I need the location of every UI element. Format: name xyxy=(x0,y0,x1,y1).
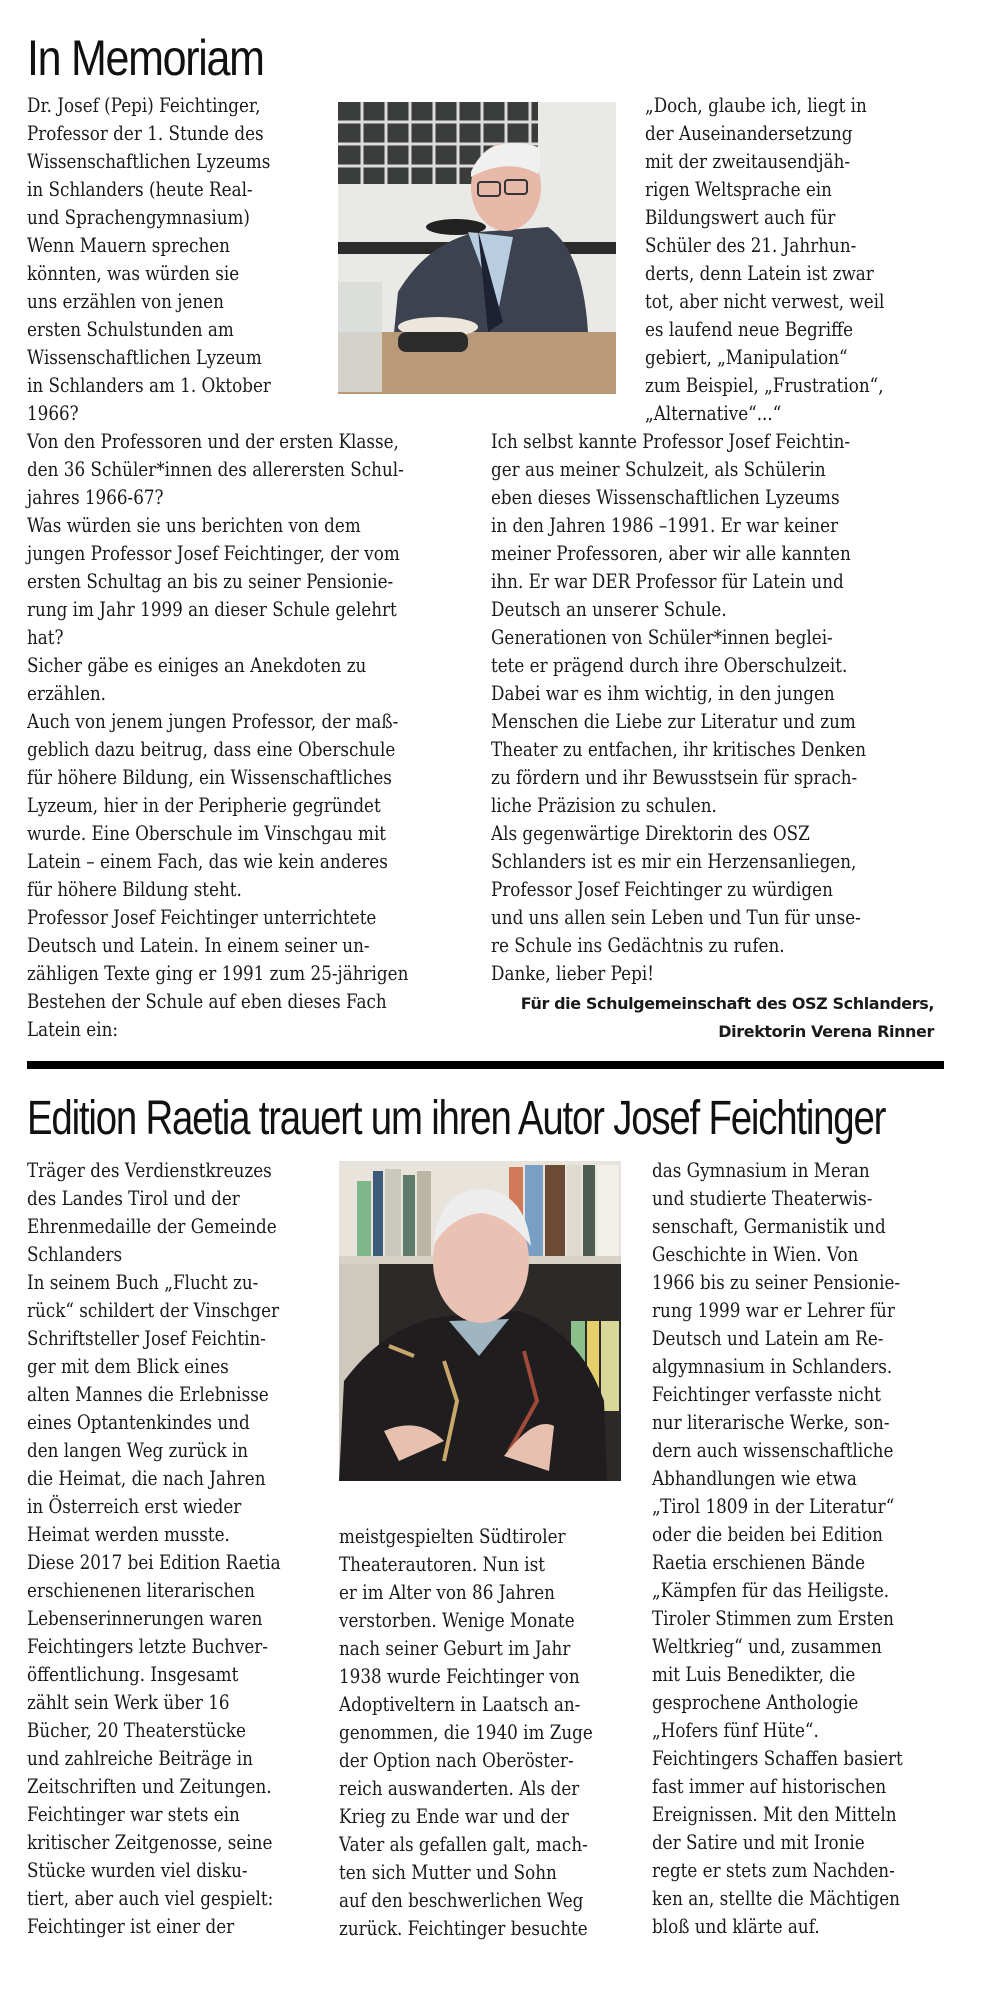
article1-text-line: Wissenschaftlichen Lyzeum xyxy=(27,346,262,369)
article2-text-line: verstorben. Wenige Monate xyxy=(339,1609,575,1632)
article1-text-line: geblich dazu beitrug, dass eine Oberschule xyxy=(27,738,396,761)
article1-text-line: jahres 1966-67? xyxy=(27,486,164,509)
article1-text-line: Professor Josef Feichtinger zu würdigen xyxy=(491,878,833,901)
section-divider xyxy=(27,1061,944,1069)
article1-text-line: und uns allen sein Leben und Tun für unse- xyxy=(491,906,861,929)
article2-text-line: Feichtingers Schaffen basiert xyxy=(652,1747,903,1770)
article2-text-line: rück“ schildert der Vinschger xyxy=(27,1299,280,1322)
article1-text-line: könnten, was würden sie xyxy=(27,262,240,285)
article1-signature xyxy=(521,990,934,1046)
article1-text-line: Professor der 1. Stunde des xyxy=(27,122,264,145)
article1-text-line: Schlanders ist es mir ein Herzensanliegen, xyxy=(491,850,857,873)
article2-text-line: und studierte Theaterwis- xyxy=(652,1187,873,1210)
article1-text-line: zähligen Texte ging er 1991 zum 25-jährigen xyxy=(27,962,409,985)
article2-text-line: Theaterautoren. Nun ist xyxy=(339,1553,545,1576)
article1-text-line: Wissenschaftlichen Lyzeums xyxy=(27,150,271,173)
article2-text-line: zurück. Feichtinger besuchte xyxy=(339,1917,588,1940)
article2-text-line: dern auch wissenschaftliche xyxy=(652,1439,894,1462)
article1-quote-line: gebiert, „Manipulation“ xyxy=(645,346,848,369)
article2-text-line: „Hofers fünf Hüte“. xyxy=(652,1719,819,1742)
article1-text-line: Theater zu entfachen, ihr kritisches Denken xyxy=(491,738,867,761)
article2-text-line: Tiroler Stimmen zum Ersten xyxy=(652,1607,894,1630)
article1-text-line: und Sprachengymnasium) xyxy=(27,206,250,229)
article2-text-line: ken an, stellte die Mächtigen xyxy=(652,1887,900,1910)
article2-text-line: kritischer Zeitgenosse, seine xyxy=(27,1831,273,1854)
article2-text-line: rung 1999 war er Lehrer für xyxy=(652,1299,895,1322)
article2-text-line: senschaft, Germanistik und xyxy=(652,1215,886,1238)
article1-text-line: Ich selbst kannte Professor Josef Feichtin- xyxy=(491,430,851,453)
article1-text-line: ersten Schultag an bis zu seiner Pensionie- xyxy=(27,570,394,593)
article-title-edition-raetia: Edition Raetia trauert um ihren Autor Josef Feichtinger xyxy=(27,1092,886,1145)
article1-text-line: Auch von jenem jungen Professor, der maß- xyxy=(27,710,399,733)
article1-text-line: Als gegenwärtige Direktorin des OSZ xyxy=(491,822,810,845)
article1-quote-line: Schüler des 21. Jahrhun- xyxy=(645,234,857,257)
article2-text-line: Ehrenmedaille der Gemeinde xyxy=(27,1215,277,1238)
article2-text-line: Abhandlungen wie etwa xyxy=(652,1467,857,1490)
article1-text-line: tete er prägend durch ihre Oberschulzeit. xyxy=(491,654,848,677)
article1-column-left-bottom xyxy=(27,428,467,1044)
article2-text-line: 1938 wurde Feichtinger von xyxy=(339,1665,580,1688)
article2-text-line: Raetia erschienen Bände xyxy=(652,1551,866,1574)
article1-text-line: für höhere Bildung, ein Wissenschaftliches xyxy=(27,766,392,789)
article2-text-line: nur literarische Werke, son- xyxy=(652,1411,890,1434)
article2-text-line: algymnasium in Schlanders. xyxy=(652,1355,893,1378)
article1-column-right xyxy=(491,428,941,988)
article2-text-line: ger mit dem Blick eines xyxy=(27,1355,229,1378)
article2-column-2 xyxy=(339,1523,639,1943)
article2-text-line: „Tirol 1809 in der Literatur“ xyxy=(652,1495,895,1518)
article1-text-line: erzählen. xyxy=(27,682,106,705)
article1-text-line: ger aus meiner Schulzeit, als Schülerin xyxy=(491,458,826,481)
article2-column-1 xyxy=(27,1157,327,1941)
article1-text-line: Lyzeum, hier in der Peripherie gegründet xyxy=(27,794,381,817)
article2-text-line: Stücke wurden viel disku- xyxy=(27,1859,248,1882)
article1-text-line: Was würden sie uns berichten von dem xyxy=(27,514,361,537)
article2-text-line: ten sich Mutter und Sohn xyxy=(339,1861,557,1884)
article2-text-line: Feichtinger verfasste nicht xyxy=(652,1383,882,1406)
portrait-at-table-image xyxy=(338,102,616,394)
article2-text-line: „Kämpfen für das Heiligste. xyxy=(652,1579,890,1602)
article2-text-line: des Landes Tirol und der xyxy=(27,1187,240,1210)
article1-text-line: hat? xyxy=(27,626,64,649)
article1-column-left-top xyxy=(27,92,327,428)
article2-text-line: Adoptiveltern in Laatsch an- xyxy=(339,1693,581,1716)
article1-text-line: zu fördern und ihr Bewusstsein für sprach- xyxy=(491,766,858,789)
signature-line-director: Direktorin Verena Rinner xyxy=(718,1022,934,1041)
article2-text-line: Diese 2017 bei Edition Raetia xyxy=(27,1551,281,1574)
article2-text-line: Bücher, 20 Theaterstücke xyxy=(27,1719,246,1742)
article1-quote-line: Bildungswert auch für xyxy=(645,206,836,229)
article1-text-line: jungen Professor Josef Feichtinger, der vom xyxy=(27,542,400,565)
article2-text-line: genommen, die 1940 im Zuge xyxy=(339,1721,593,1744)
article1-text-line: rung im Jahr 1999 an dieser Schule gelehrt xyxy=(27,598,397,621)
article1-text-line: Dabei war es ihm wichtig, in den jungen xyxy=(491,682,835,705)
article1-text-line: in Schlanders am 1. Oktober xyxy=(27,374,271,397)
portrait-bookshelf-image xyxy=(339,1161,621,1481)
article2-text-line: mit Luis Benedikter, die xyxy=(652,1663,856,1686)
article1-text-line: Wenn Mauern sprechen xyxy=(27,234,230,257)
article2-text-line: Geschichte in Wien. Von xyxy=(652,1243,859,1266)
article2-text-line: und zahlreiche Beiträge in xyxy=(27,1747,253,1770)
article1-text-line: Latein ein: xyxy=(27,1018,119,1041)
article2-text-line: Vater als gefallen galt, mach- xyxy=(339,1833,588,1856)
article1-text-line: Professor Josef Feichtinger unterrichtete xyxy=(27,906,377,929)
article2-text-line: der Satire und mit Ironie xyxy=(652,1831,865,1854)
article1-quote-line: „Doch, glaube ich, liegt in xyxy=(645,94,867,117)
article2-text-line: Weltkrieg“ und, zusammen xyxy=(652,1635,882,1658)
article2-text-line: Schlanders xyxy=(27,1243,123,1266)
article2-text-line: meistgespielten Südtiroler xyxy=(339,1525,566,1548)
article1-text-line: für höhere Bildung steht. xyxy=(27,878,242,901)
article1-text-line: 1966? xyxy=(27,402,79,425)
photo-feichtinger-bookshelf xyxy=(339,1161,621,1481)
article2-text-line: Krieg zu Ende war und der xyxy=(339,1805,569,1828)
article1-quote-line: zum Beispiel, „Frustration“, xyxy=(645,374,884,397)
article2-text-line: bloß und klärte auf. xyxy=(652,1915,820,1938)
article1-quote-line: der Auseinandersetzung xyxy=(645,122,853,145)
article1-text-line: ersten Schulstunden am xyxy=(27,318,234,341)
article1-text-line: Latein – einem Fach, das wie kein anderes xyxy=(27,850,388,873)
signature-line-school: Für die Schulgemeinschaft des OSZ Schlanders, xyxy=(520,994,934,1013)
article2-text-line: Zeitschriften und Zeitungen. xyxy=(27,1775,272,1798)
article2-text-line: regte er stets zum Nachden- xyxy=(652,1859,895,1882)
article1-quote-line: es laufend neue Begriffe xyxy=(645,318,854,341)
article1-text-line: in Schlanders (heute Real- xyxy=(27,178,253,201)
article2-text-line: fast immer auf historischen xyxy=(652,1775,887,1798)
article2-text-line: Deutsch und Latein am Re- xyxy=(652,1327,884,1350)
article1-quote-line: tot, aber nicht verwest, weil xyxy=(645,290,885,313)
article-title-in-memoriam: In Memoriam xyxy=(27,30,264,86)
article2-text-line: Heimat werden musste. xyxy=(27,1523,230,1546)
article2-text-line: in Österreich erst wieder xyxy=(27,1495,242,1518)
article2-text-line: das Gymnasium in Meran xyxy=(652,1159,870,1182)
article1-text-line: Generationen von Schüler*innen beglei- xyxy=(491,626,833,649)
article1-latin-quote xyxy=(645,92,945,428)
photo-feichtinger-at-table xyxy=(338,102,616,394)
article2-text-line: die Heimat, die nach Jahren xyxy=(27,1467,266,1490)
article2-text-line: nach seiner Geburt im Jahr xyxy=(339,1637,571,1660)
article2-text-line: gesprochene Anthologie xyxy=(652,1691,859,1714)
article1-text-line: ihn. Er war DER Professor für Latein und xyxy=(491,570,844,593)
article2-text-line: oder die beiden bei Edition xyxy=(652,1523,883,1546)
article1-text-line: re Schule ins Gedächtnis zu rufen. xyxy=(491,934,785,957)
article2-text-line: auf den beschwerlichen Weg xyxy=(339,1889,584,1912)
article2-text-line: Feichtingers letzte Buchver- xyxy=(27,1635,268,1658)
article2-text-line: tiert, aber auch viel gespielt: xyxy=(27,1887,274,1910)
article2-text-line: Feichtinger ist einer der xyxy=(27,1915,235,1938)
article2-text-line: 1966 bis zu seiner Pensionie- xyxy=(652,1271,901,1294)
article2-column-3 xyxy=(652,1157,952,1941)
article2-text-line: Träger des Verdienstkreuzes xyxy=(27,1159,272,1182)
article1-text-line: den 36 Schüler*innen des allerersten Schul- xyxy=(27,458,404,481)
article2-text-line: eines Optantenkindes und xyxy=(27,1411,250,1434)
article1-quote-line: rigen Weltsprache ein xyxy=(645,178,832,201)
article1-text-line: Deutsch an unserer Schule. xyxy=(491,598,727,621)
article1-text-line: wurde. Eine Oberschule im Vinschgau mit xyxy=(27,822,387,845)
article1-text-line: meiner Professoren, aber wir alle kannten xyxy=(491,542,851,565)
article2-text-line: In seinem Buch „Flucht zu- xyxy=(27,1271,259,1294)
article2-text-line: öffentlichung. Insgesamt xyxy=(27,1663,239,1686)
article2-text-line: der Option nach Oberöster- xyxy=(339,1749,574,1772)
article1-text-line: Dr. Josef (Pepi) Feichtinger, xyxy=(27,94,261,117)
article1-quote-line: derts, denn Latein ist zwar xyxy=(645,262,874,285)
article2-text-line: den langen Weg zurück in xyxy=(27,1439,249,1462)
article1-quote-line: mit der zweitausendjäh- xyxy=(645,150,851,173)
article1-text-line: Von den Professoren und der ersten Klasse, xyxy=(27,430,399,453)
article1-text-line: in den Jahren 1986 –1991. Er war keiner xyxy=(491,514,839,537)
article2-text-line: alten Mannes die Erlebnisse xyxy=(27,1383,269,1406)
article1-text-line: uns erzählen von jenen xyxy=(27,290,224,313)
article2-text-line: Ereignissen. Mit den Mitteln xyxy=(652,1803,897,1826)
article2-text-line: Feichtinger war stets ein xyxy=(27,1803,240,1826)
article1-text-line: Menschen die Liebe zur Literatur und zum xyxy=(491,710,856,733)
article2-text-line: reich auswanderten. Als der xyxy=(339,1777,580,1800)
article2-text-line: zählt sein Werk über 16 xyxy=(27,1691,230,1714)
article2-text-line: Lebenserinnerungen waren xyxy=(27,1607,263,1630)
article1-text-line: Sicher gäbe es einiges an Anekdoten zu xyxy=(27,654,367,677)
article1-text-line: eben dieses Wissenschaftlichen Lyzeums xyxy=(491,486,840,509)
article1-text-line: Bestehen der Schule auf eben dieses Fach xyxy=(27,990,387,1013)
article1-quote-line: „Alternative“...“ xyxy=(645,402,782,425)
article1-text-line: Danke, lieber Pepi! xyxy=(491,962,654,985)
article1-text-line: liche Präzision zu schulen. xyxy=(491,794,717,817)
article2-text-line: Schriftsteller Josef Feichtin- xyxy=(27,1327,266,1350)
article2-text-line: er im Alter von 86 Jahren xyxy=(339,1581,555,1604)
article1-text-line: Deutsch und Latein. In einem seiner un- xyxy=(27,934,370,957)
article2-text-line: erschienenen literarischen xyxy=(27,1579,255,1602)
